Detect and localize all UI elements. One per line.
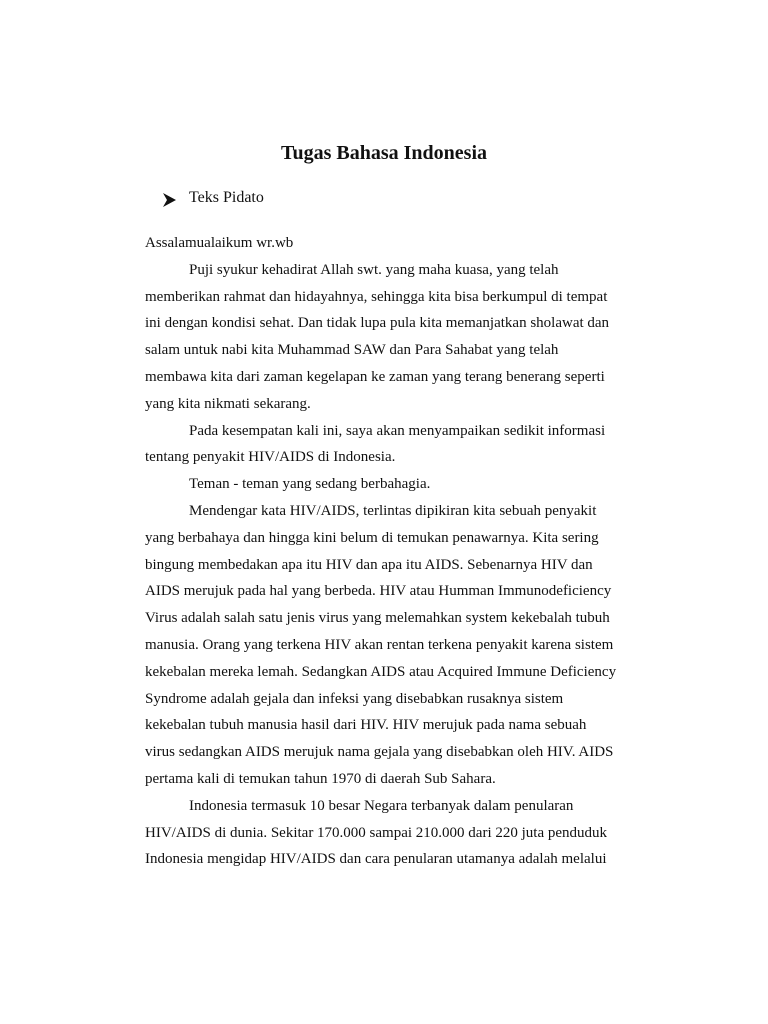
text-line: HIV/AIDS di dunia. Sekitar 170.000 sampai 210.000 dari 220 juta penduduk bbox=[145, 824, 608, 841]
document-title: Tugas Bahasa Indonesia bbox=[280, 142, 488, 164]
text-line: Indonesia termasuk 10 besar Negara terbanyak dalam penularan bbox=[189, 797, 574, 814]
text-line: yang kita nikmati sekarang. bbox=[145, 395, 311, 412]
text-line: Puji syukur kehadirat Allah swt. yang maha kuasa, yang telah bbox=[189, 261, 559, 278]
text-line: yang berbahaya dan hingga kini belum di temukan penawarnya. Kita sering bbox=[145, 529, 599, 546]
text-line: tentang penyakit HIV/AIDS di Indonesia. bbox=[145, 449, 396, 466]
text-line: pertama kali di temukan tahun 1970 di daerah Sub Sahara. bbox=[145, 770, 496, 787]
text-line: Indonesia mengidap HIV/AIDS dan cara penularan utamanya adalah melalui bbox=[145, 851, 607, 868]
bullet-label: Teks Pidato bbox=[189, 189, 264, 206]
text-line: AIDS merujuk pada hal yang berbeda. HIV atau Humman Immunodeficiency bbox=[145, 583, 612, 600]
text-line: virus sedangkan AIDS merujuk nama gejala yang disebabkan oleh HIV. AIDS bbox=[145, 744, 614, 761]
text-line: Mendengar kata HIV/AIDS, terlintas dipikiran kita sebuah penyakit bbox=[189, 502, 597, 519]
text-line: ini dengan kondisi sehat. Dan tidak lupa pula kita memanjatkan sholawat dan bbox=[145, 315, 610, 332]
text-line: Syndrome adalah gejala dan infeksi yang disebabkan rusaknya sistem bbox=[145, 690, 564, 707]
text-line: Assalamualaikum wr.wb bbox=[145, 235, 294, 251]
text-line: membawa kita dari zaman kegelapan ke zaman yang terang benerang seperti bbox=[145, 368, 605, 385]
text-line: Virus adalah salah satu jenis virus yang melemahkan system kekebalah tubuh bbox=[145, 610, 610, 627]
bullet-item bbox=[163, 186, 264, 210]
text-line: Teman - teman yang sedang berbahagia. bbox=[189, 476, 431, 493]
text-line: bingung membedakan apa itu HIV dan apa itu AIDS. Sebenarnya HIV dan bbox=[145, 556, 593, 573]
text-line: memberikan rahmat dan hidayahnya, sehingga kita bisa berkumpul di tempat bbox=[145, 288, 608, 305]
text-line: kekebalan mereka lemah. Sedangkan AIDS atau Acquired Immune Deficiency bbox=[145, 663, 617, 680]
text-line: salam untuk nabi kita Muhammad SAW dan Para Sahabat yang telah bbox=[145, 342, 559, 359]
document-body bbox=[145, 230, 623, 873]
text-line: Pada kesempatan kali ini, saya akan menyampaikan sedikit informasi bbox=[189, 422, 606, 439]
arrow-bullet-icon bbox=[163, 191, 176, 205]
text-line: manusia. Orang yang terkena HIV akan rentan terkena penyakit karena sistem bbox=[145, 636, 614, 653]
text-line: kekebalan tubuh manusia hasil dari HIV. HIV merujuk pada nama sebuah bbox=[145, 717, 587, 734]
